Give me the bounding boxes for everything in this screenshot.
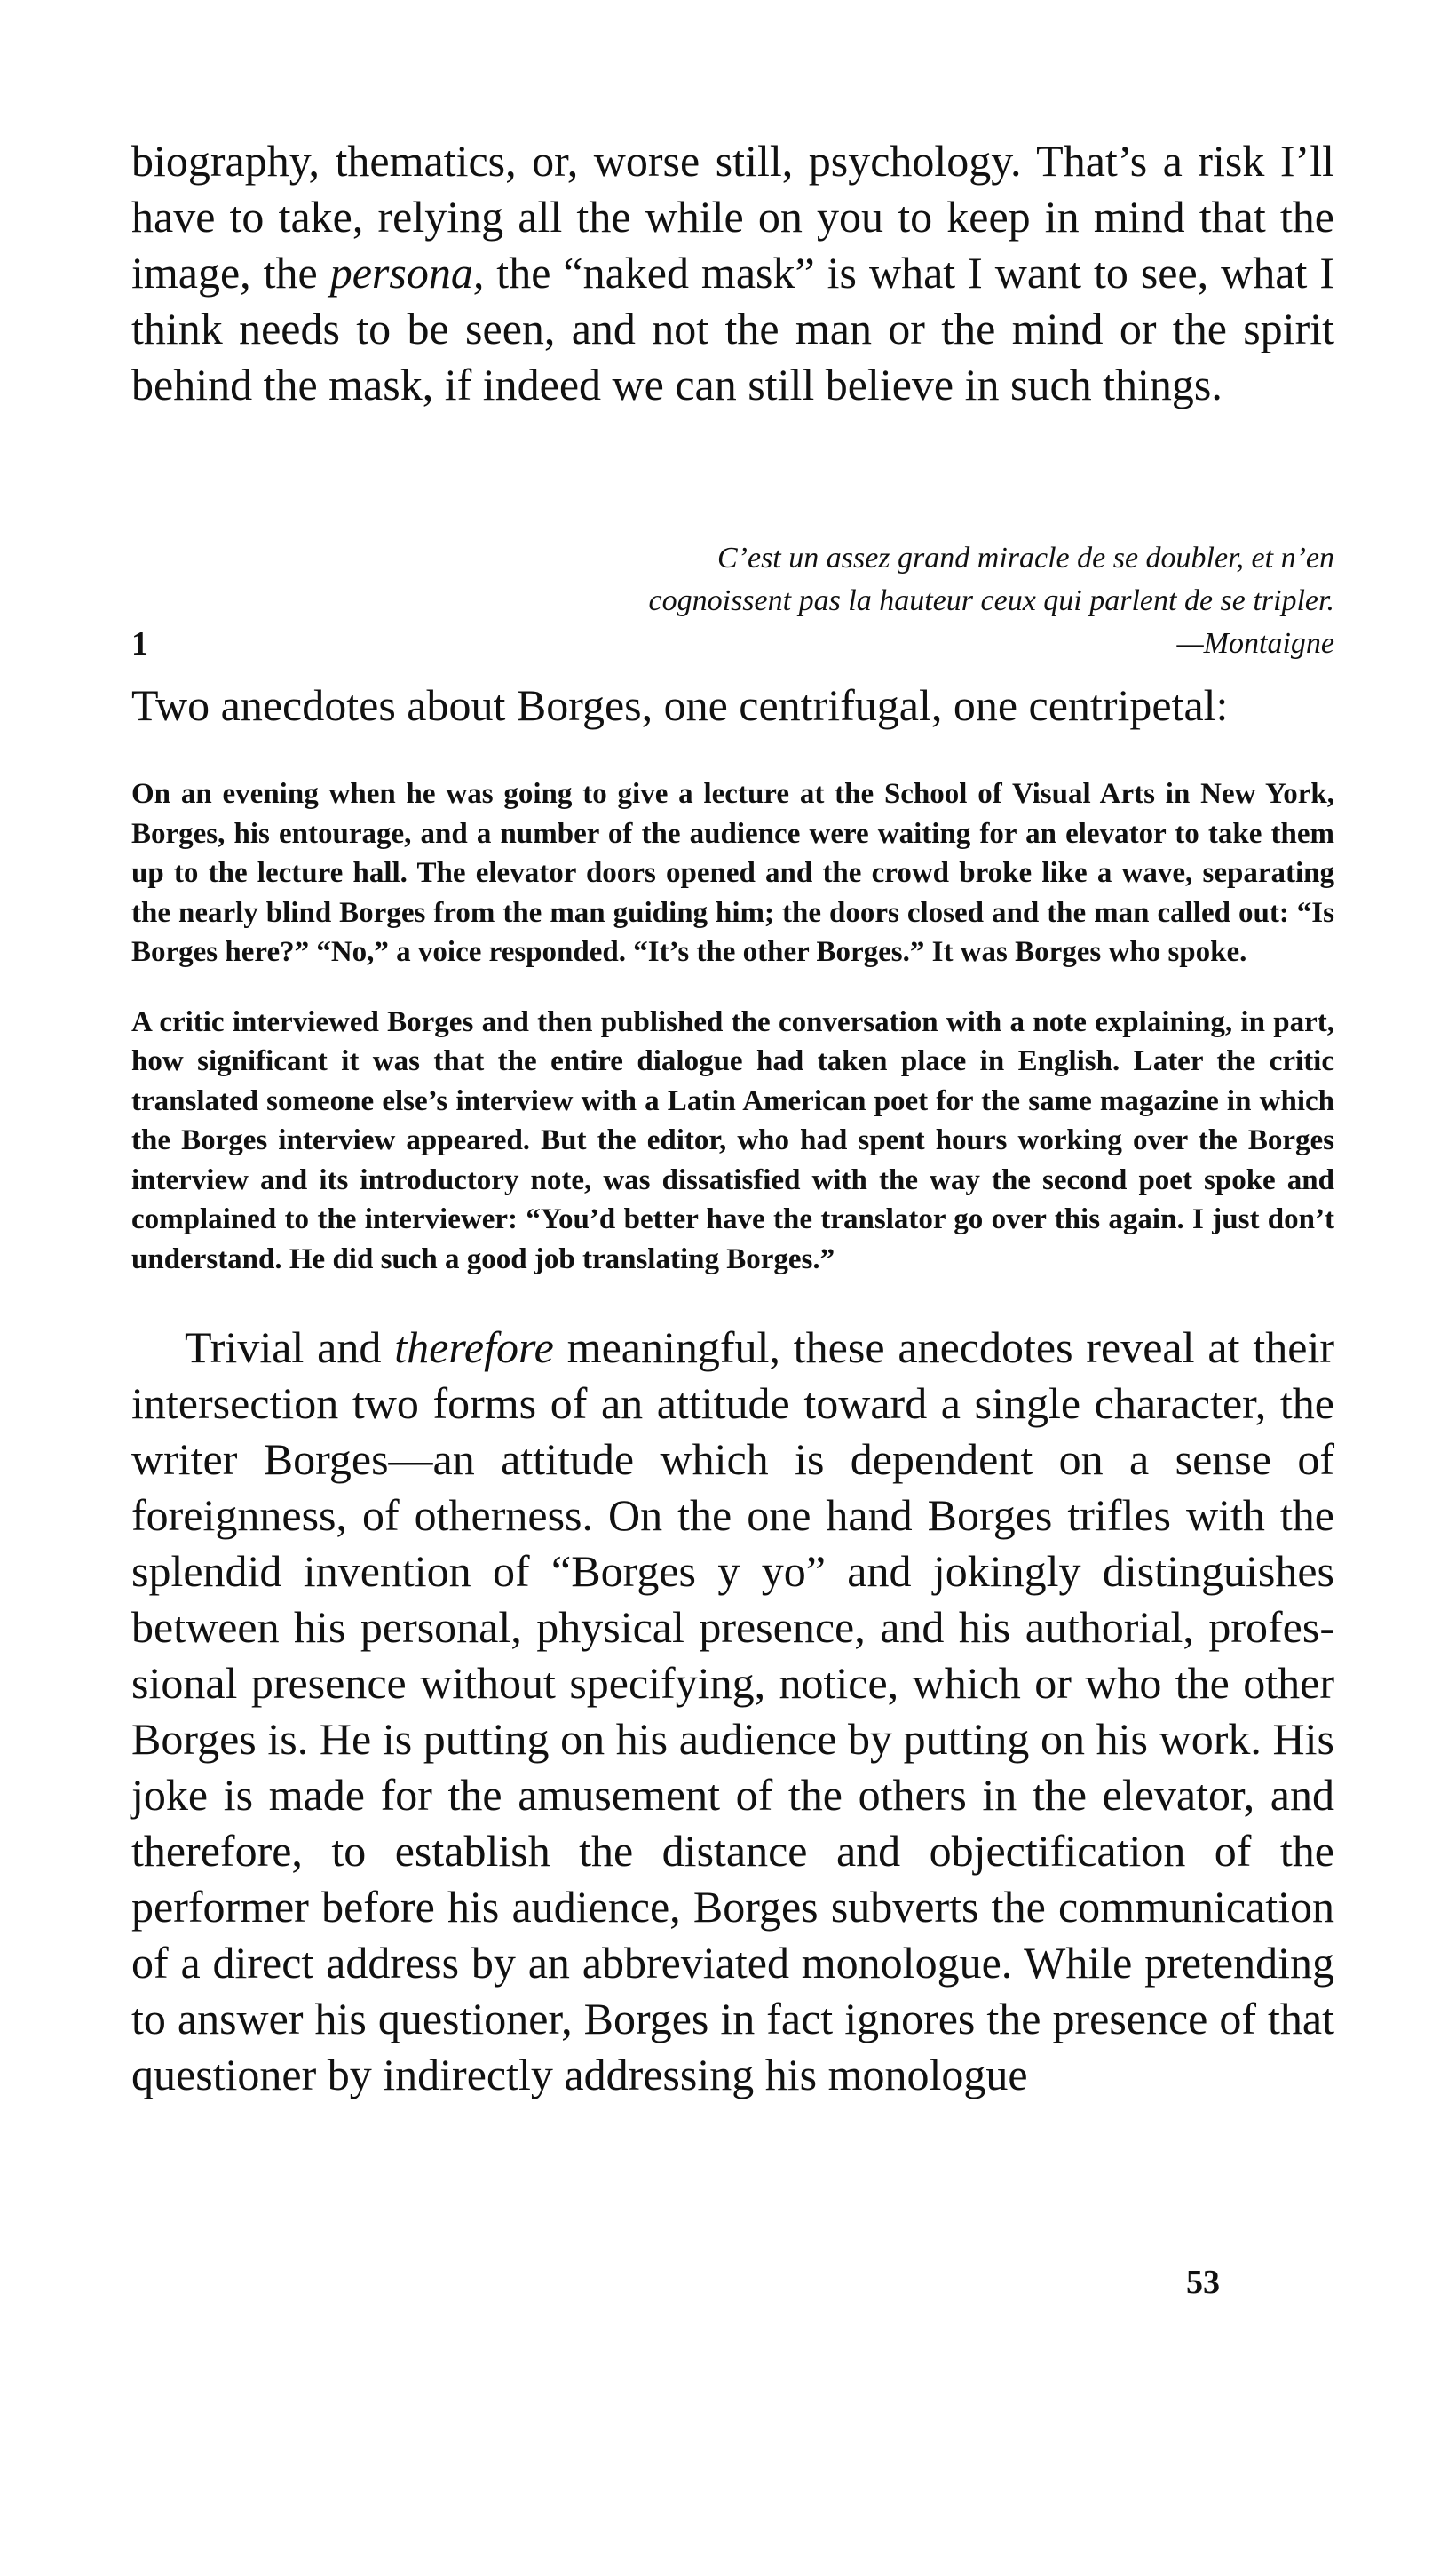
anecdote-centripetal: A critic interviewed Borges and then published the conversation with a note explaining, in part, how significant it was that the entire dialogue had taken place in English. Later the critic translated someone else’s interview with a Latin American poet for the same magazine in which the Borges interview appeared. But the editor, who had spent hours working over the Borges interview and its introductory note, was dissatisfied with the way the second poet spoke and complained to the interviewer: “You’d better have the translator go over this again. I just don’t understand. He did such a good job translating Borges.” [131,1005,1334,1275]
page-number: 53 [1186,2264,1220,2301]
epigraph-line-2: cognoissent pas la hauteur ceux qui parlent de se tripler. [648,584,1334,617]
analysis-italic-therefore: therefore [394,1322,554,1372]
epigraph-line-1: C’est un assez grand miracle de se doubler, et n’en [716,542,1334,575]
epigraph-attribution: —Montaigne [1176,627,1334,660]
opening-text-after-italic: the “naked mask” is what I want to see, what I think needs to be seen, and not the man or the mind or the spirit behind the mask, if indeed we can still believe in such things. [131,248,1334,409]
section-number: 1 [131,625,148,663]
book-page [131,133,1334,2103]
anecdote-centrifugal: On an evening when he was going to give a lecture at the School of Visual Arts in New York, Borges, his entourage, and a number of the audience were waiting for an elevator to take them up to the lecture hall. The elevator doors opened and the crowd broke like a wave, separating the nearly blind Borges from the man guiding him; the doors closed and the man called out: “Is Borges here?” “No,” a voice responded. “It’s the other Borges.” It was Borges who spoke. [131,778,1334,968]
analysis-text-rest: meaningful, these anecdotes reveal at their intersection two forms of an attitude toward a single character, the writer Borges—an attitude which is dependent on a sense of foreignness, of otherness. On the one hand Borges trifles with the splendid invention of “Borges y yo” and jokingly distinguishes between his personal, physical presence, and his authorial, professional presence without specifying, notice, which or who the other Borges is. He is putting on his audience by putting on his work. His joke is made for the amusement of the others in the elevator, and therefore, to establish the distance and objectification of the performer before his audience, Borges subverts the communication of a direct address by an abbreviated monologue. While pretending to answer his questioner, Borges in fact ignores the presence of that questioner by indirectly addressing his monologue [131,1322,1334,2099]
section-lead-sentence: Two anecdotes about Borges, one centrifugal, one centripetal: [131,680,1229,730]
opening-italic-persona: persona, [329,248,485,298]
opening-text-before-italic: biography, thematics, or, worse still, psychology. That’s a risk I’ll have to take, relying all the while on you to keep in mind that the image, the [131,136,1334,298]
analysis-paragraph [131,1320,1334,2103]
opening-paragraph [131,133,1334,413]
analysis-text-lead: Trivial and [185,1322,395,1372]
epigraph [131,537,1334,623]
section-heading-row [131,623,1334,665]
